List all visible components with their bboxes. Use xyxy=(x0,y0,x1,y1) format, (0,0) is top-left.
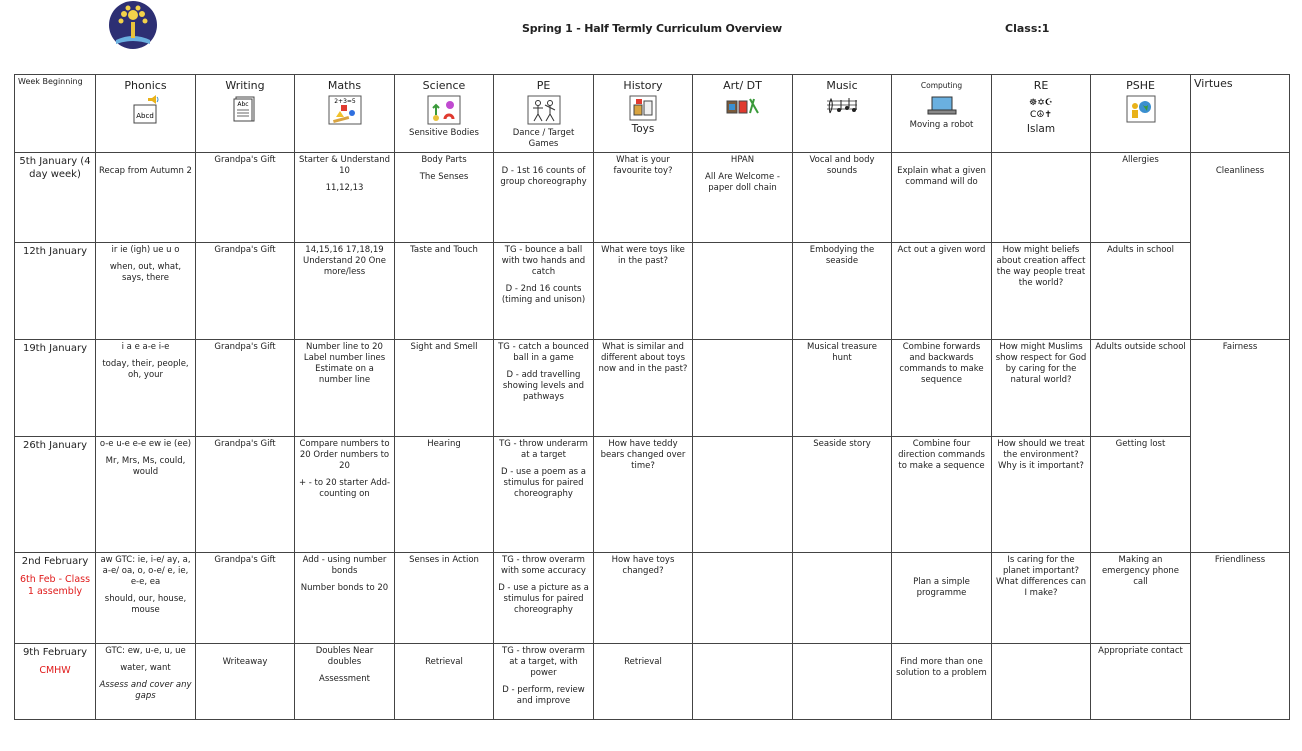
maths-cell: Number line to 20 Label number lines Estimate on a number line xyxy=(295,340,395,437)
pe-cell: TG - bounce a ball with two hands and catch D - 2nd 16 counts (timing and unison) xyxy=(494,243,594,340)
phonics-note: Assess and cover any gaps xyxy=(99,680,192,701)
table-row xyxy=(15,644,1290,720)
computing-cell: Combine forwards and backwards commands to make sequence xyxy=(892,340,992,437)
table-row xyxy=(15,340,1290,437)
writing-cell: Grandpa's Gift xyxy=(196,153,295,243)
history-toys-icon xyxy=(629,95,657,121)
table-row xyxy=(15,553,1290,644)
science-title: Science xyxy=(422,79,466,92)
phonics-cell: o-e u-e e-e ew ie (ee) Mr, Mrs, Ms, could, would xyxy=(96,437,196,553)
pshe-cell: Appropriate contact xyxy=(1091,644,1191,720)
art-dt-icon xyxy=(726,95,760,117)
pe-title: PE xyxy=(536,79,551,92)
phonics-cell: i a e a-e i-e today, their, people, oh, your xyxy=(96,340,196,437)
history-header xyxy=(594,75,693,153)
maths-cell: 14,15,16 17,18,19 Understand 20 One more/less xyxy=(295,243,395,340)
art-cell xyxy=(693,553,793,644)
phonics-book-speaker-icon xyxy=(130,95,162,127)
computing-cell: Combine four direction commands to make a sequence xyxy=(892,437,992,553)
pshe-cell: Making an emergency phone call xyxy=(1091,553,1191,644)
virtue-cell: Fairness xyxy=(1191,340,1290,553)
history-cell: How have teddy bears changed over time? xyxy=(594,437,693,553)
art-cell xyxy=(693,340,793,437)
table-row xyxy=(15,437,1290,553)
week-header: Week Beginning xyxy=(15,75,96,153)
computing-header xyxy=(892,75,992,153)
computing-topic: Moving a robot xyxy=(909,120,974,130)
phonics-header xyxy=(96,75,196,153)
pshe-cell: Allergies xyxy=(1091,153,1191,243)
week-cell: 19th January xyxy=(15,340,96,437)
pe-cell: TG - throw underarm at a target D - use a poem as a stimulus for paired choreography xyxy=(494,437,594,553)
art-header xyxy=(693,75,793,153)
table-row xyxy=(15,153,1290,243)
maths-cell: Starter & Understand 10 11,12,13 xyxy=(295,153,395,243)
maths-icon-text: 2+3=5 xyxy=(333,98,356,105)
science-cell: Body Parts The Senses xyxy=(395,153,494,243)
music-cell xyxy=(793,644,892,720)
phonics-icon-text: Abcd xyxy=(135,112,154,120)
history-cell: What were toys like in the past? xyxy=(594,243,693,340)
pe-cell: TG - catch a bounced ball in a game D - add travelling showing levels and pathways xyxy=(494,340,594,437)
art-cell xyxy=(693,243,793,340)
re-cell: How might Muslims show respect for God by caring for the natural world? xyxy=(992,340,1091,437)
re-cell: How should we treat the environment? Why is it important? xyxy=(992,437,1091,553)
music-notes-icon xyxy=(825,95,859,117)
table-row xyxy=(15,243,1290,340)
maths-cell: Add - using number bonds Number bonds to 20 xyxy=(295,553,395,644)
history-cell: What is similar and different about toys now and in the past? xyxy=(594,340,693,437)
re-topic: Islam xyxy=(1026,123,1056,135)
science-cell: Senses in Action xyxy=(395,553,494,644)
writing-cell: Grandpa's Gift xyxy=(196,340,295,437)
art-cell xyxy=(693,644,793,720)
pe-cell: TG - throw overarm with some accuracy D - use a picture as a stimulus for paired choreography xyxy=(494,553,594,644)
music-title: Music xyxy=(826,79,858,92)
pshe-title: PSHE xyxy=(1126,79,1155,92)
art-title: Art/ DT xyxy=(723,79,762,92)
header-row xyxy=(15,75,1290,153)
re-cell: How might beliefs about creation affect the way people treat the world? xyxy=(992,243,1091,340)
re-cell: Is caring for the planet important? What differences can I make? xyxy=(992,553,1091,644)
re-icon-symbols-bottom: C☮✝ xyxy=(1030,110,1052,120)
music-cell: Musical treasure hunt xyxy=(793,340,892,437)
writing-cell: Writeaway xyxy=(196,644,295,720)
phonics-cell: ir ie (igh) ue u o when, out, what, says, there xyxy=(96,243,196,340)
writing-cell: Grandpa's Gift xyxy=(196,437,295,553)
pshe-cell: Adults outside school xyxy=(1091,340,1191,437)
document-title: Spring 1 - Half Termly Curriculum Overview xyxy=(522,22,782,35)
maths-cell: Doubles Near doubles Assessment xyxy=(295,644,395,720)
week-note: CMHW xyxy=(39,665,71,676)
maths-title: Maths xyxy=(327,79,362,92)
re-cell xyxy=(992,153,1091,243)
writing-paper-icon xyxy=(232,95,258,123)
art-cell: HPAN All Are Welcome - paper doll chain xyxy=(693,153,793,243)
science-icon xyxy=(427,95,461,125)
history-cell: What is your favourite toy? xyxy=(594,153,693,243)
re-icon-symbols-top: ☸✡☪ xyxy=(1029,98,1053,108)
pe-figures-icon xyxy=(527,95,561,125)
science-cell: Retrieval xyxy=(395,644,494,720)
music-cell xyxy=(793,553,892,644)
week-cell: 12th January xyxy=(15,243,96,340)
pshe-globe-person-icon xyxy=(1126,95,1156,123)
week-note: 6th Feb - Class 1 assembly xyxy=(19,574,91,597)
computing-cell: Find more than one solution to a problem xyxy=(892,644,992,720)
history-topic: Toys xyxy=(631,123,655,135)
writing-icon-text: Abc xyxy=(237,101,249,108)
week-cell: 9th February CMHW xyxy=(15,644,96,720)
pshe-header xyxy=(1091,75,1191,153)
history-cell: How have toys changed? xyxy=(594,553,693,644)
history-cell: Retrieval xyxy=(594,644,693,720)
phonics-title: Phonics xyxy=(124,79,167,92)
science-topic: Sensitive Bodies xyxy=(409,128,479,138)
pe-cell: TG - throw overarm at a target, with power D - perform, review and improve xyxy=(494,644,594,720)
religion-symbols-icon xyxy=(1024,95,1058,121)
music-header xyxy=(793,75,892,153)
history-title: History xyxy=(623,79,663,92)
pe-cell: D - 1st 16 counts of group choreography xyxy=(494,153,594,243)
computing-title: Computing xyxy=(920,81,963,90)
re-title: RE xyxy=(1033,79,1049,92)
week-cell: 5th January (4 day week) xyxy=(15,153,96,243)
science-header xyxy=(395,75,494,153)
phonics-cell: Recap from Autumn 2 xyxy=(96,153,196,243)
re-header xyxy=(992,75,1091,153)
computing-cell: Plan a simple programme xyxy=(892,553,992,644)
pe-topic: Dance / Target Games xyxy=(512,128,575,149)
writing-cell: Grandpa's Gift xyxy=(196,243,295,340)
pshe-cell: Getting lost xyxy=(1091,437,1191,553)
writing-title: Writing xyxy=(225,79,265,92)
class-label: Class:1 xyxy=(1005,22,1050,35)
pe-header xyxy=(494,75,594,153)
music-cell: Seaside story xyxy=(793,437,892,553)
virtues-header: Virtues xyxy=(1191,75,1290,153)
maths-shapes-icon xyxy=(328,95,362,125)
pshe-cell: Adults in school xyxy=(1091,243,1191,340)
virtue-cell: Cleanliness xyxy=(1191,153,1290,340)
computing-cell: Explain what a given command will do xyxy=(892,153,992,243)
phonics-cell: GTC: ew, u-e, u, ue water, want Assess and cover any gaps xyxy=(96,644,196,720)
virtue-cell: Friendliness xyxy=(1191,553,1290,720)
phonics-cell: aw GTC: ie, i-e/ ay, a, a-e/ oa, o, o-e/ e, ie, e-e, ea should, our, house, mouse xyxy=(96,553,196,644)
science-cell: Sight and Smell xyxy=(395,340,494,437)
writing-header xyxy=(196,75,295,153)
school-logo xyxy=(108,0,158,50)
curriculum-table xyxy=(14,74,1290,720)
music-cell: Vocal and body sounds xyxy=(793,153,892,243)
re-cell xyxy=(992,644,1091,720)
art-cell xyxy=(693,437,793,553)
writing-cell: Grandpa's Gift xyxy=(196,553,295,644)
computing-cell: Act out a given word xyxy=(892,243,992,340)
week-cell: 2nd February 6th Feb - Class 1 assembly xyxy=(15,553,96,644)
science-cell: Hearing xyxy=(395,437,494,553)
science-cell: Taste and Touch xyxy=(395,243,494,340)
maths-cell: Compare numbers to 20 Order numbers to 20 + - to 20 starter Add- counting on xyxy=(295,437,395,553)
week-cell: 26th January xyxy=(15,437,96,553)
laptop-icon xyxy=(927,95,957,117)
maths-header xyxy=(295,75,395,153)
music-cell: Embodying the seaside xyxy=(793,243,892,340)
